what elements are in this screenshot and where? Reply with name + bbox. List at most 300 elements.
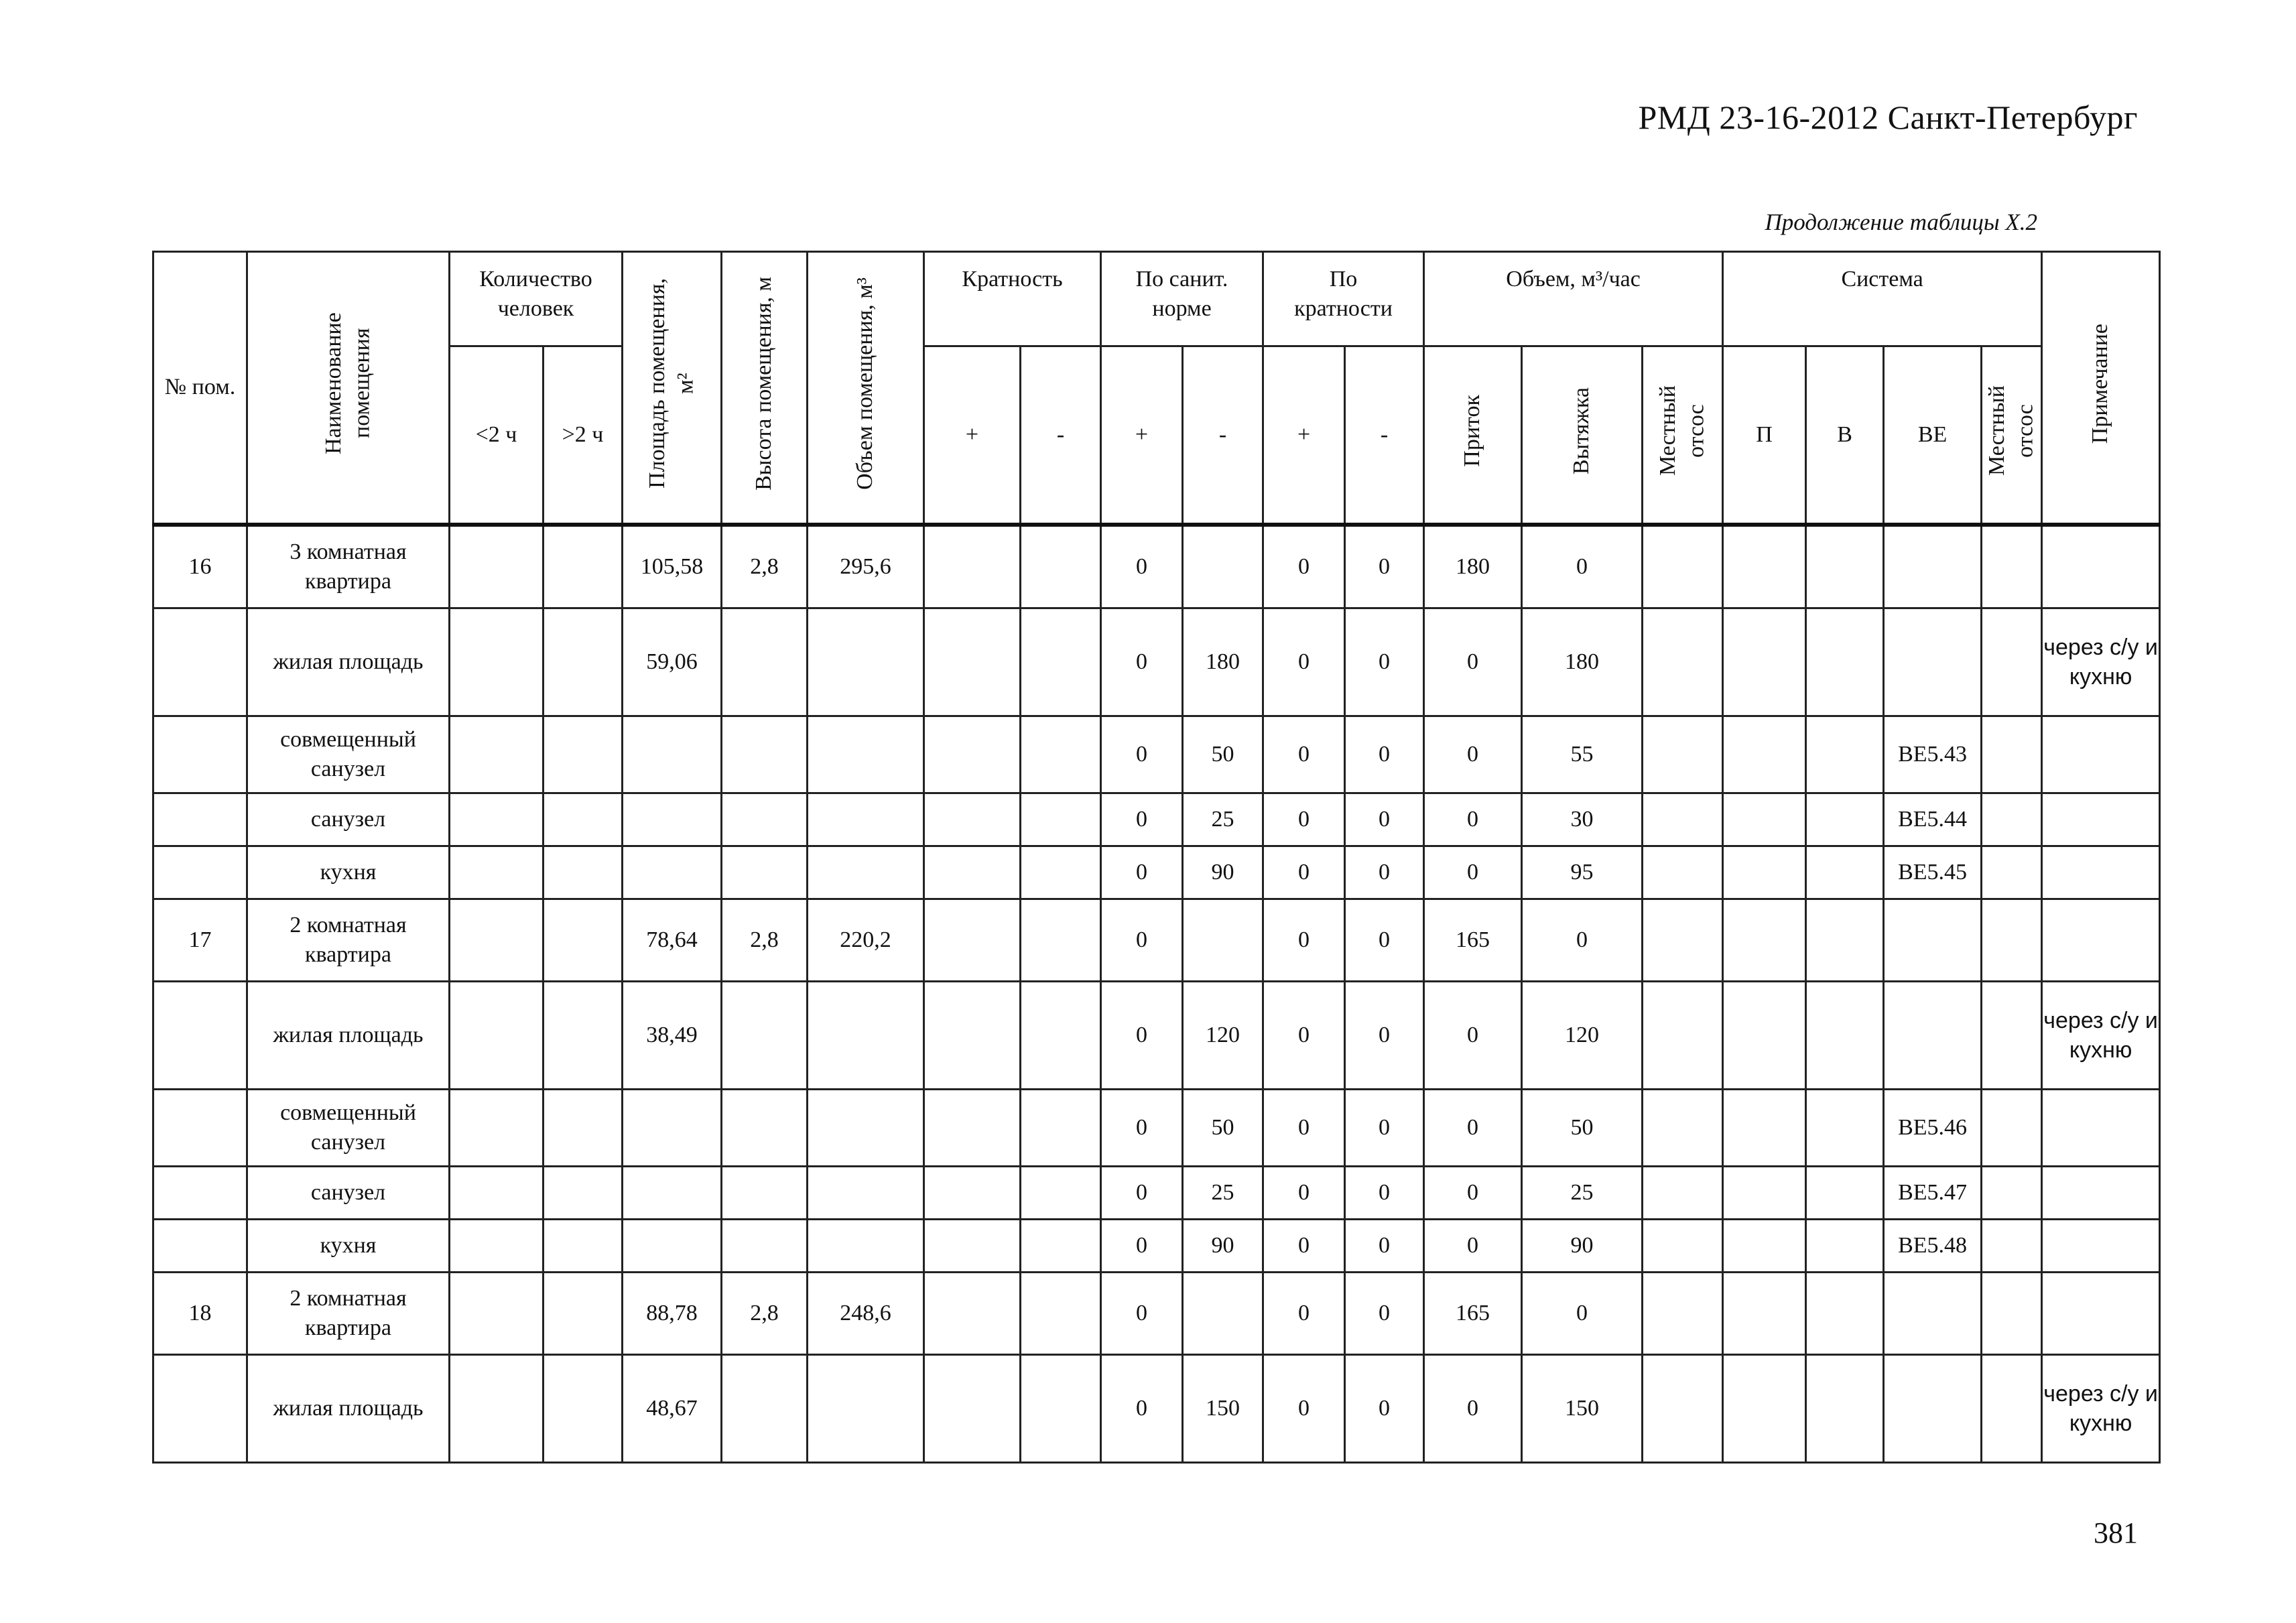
area-value: 59,06: [623, 608, 722, 716]
note-value: [2042, 716, 2160, 793]
mestny2-value: [1982, 1167, 2042, 1220]
people-gt: [544, 1167, 623, 1220]
kratnost-minus: [1021, 899, 1101, 982]
mestny2-value: [1982, 846, 2042, 899]
pokr-plus: 0: [1263, 1090, 1345, 1167]
people-lt: [450, 899, 544, 982]
people-gt: [544, 1220, 623, 1273]
room-name: жилая площадь: [247, 608, 450, 716]
col-header-people-gt: >2 ч: [544, 346, 623, 525]
v-value: [1806, 716, 1884, 793]
note-value: [2042, 846, 2160, 899]
kratnost-plus: [924, 846, 1021, 899]
mestny-value: [1643, 982, 1723, 1090]
col-header-sanit-plus: +: [1101, 346, 1183, 525]
v-value: [1806, 1355, 1884, 1463]
sanit-plus: 0: [1101, 1355, 1183, 1463]
row-number: 18: [153, 1273, 247, 1355]
mestny2-value: [1982, 899, 2042, 982]
sanit-minus: 90: [1183, 1220, 1263, 1273]
ve-value: [1884, 525, 1982, 608]
mestny2-value: [1982, 525, 2042, 608]
kratnost-plus: [924, 793, 1021, 846]
col-header-vytyazhka: [1522, 346, 1643, 525]
volume-value: [808, 846, 924, 899]
vytyazhka-value: 90: [1522, 1220, 1643, 1273]
col-header-kratnost-plus: +: [924, 346, 1021, 525]
col-header-area: [623, 252, 722, 525]
sanit-minus: [1183, 525, 1263, 608]
kratnost-minus: [1021, 1220, 1101, 1273]
mestny-value: [1643, 525, 1723, 608]
pokr-plus: 0: [1263, 846, 1345, 899]
p-value: [1723, 608, 1806, 716]
table-row: [153, 846, 2160, 899]
row-number: [153, 1167, 247, 1220]
table-caption: Продолжение таблицы Х.2: [1765, 209, 2037, 235]
table-row: [153, 899, 2160, 982]
area-value: [623, 1220, 722, 1273]
volume-value: [808, 608, 924, 716]
area-value: [623, 846, 722, 899]
area-value: [623, 1090, 722, 1167]
height-value: [722, 1090, 808, 1167]
pokr-plus: 0: [1263, 1273, 1345, 1355]
pokr-minus: 0: [1345, 1220, 1424, 1273]
sanit-plus: 0: [1101, 1220, 1183, 1273]
area-value: [623, 793, 722, 846]
people-gt: [544, 716, 623, 793]
col-header-sistema: Система: [1723, 252, 2042, 346]
room-name: 3 комнатная квартира: [247, 525, 450, 608]
height-value: 2,8: [722, 525, 808, 608]
people-lt: [450, 1220, 544, 1273]
vytyazhka-value: 30: [1522, 793, 1643, 846]
col-header-name: [247, 252, 450, 525]
pritok-value: 0: [1424, 608, 1522, 716]
mestny2-value: [1982, 716, 2042, 793]
col-header-people-lt: <2 ч: [450, 346, 544, 525]
sanit-minus: 120: [1183, 982, 1263, 1090]
kratnost-minus: [1021, 608, 1101, 716]
people-gt: [544, 1090, 623, 1167]
p-value: [1723, 899, 1806, 982]
pokr-plus: 0: [1263, 1167, 1345, 1220]
sanit-minus: 150: [1183, 1355, 1263, 1463]
height-value: [722, 608, 808, 716]
height-value: [722, 793, 808, 846]
p-value: [1723, 1273, 1806, 1355]
v-value: [1806, 1273, 1884, 1355]
mestny-value: [1643, 1273, 1723, 1355]
pokr-minus: 0: [1345, 899, 1424, 982]
ve-value: [1884, 1355, 1982, 1463]
table-row: [153, 525, 2160, 608]
pritok-value: 165: [1424, 1273, 1522, 1355]
kratnost-plus: [924, 1355, 1021, 1463]
kratnost-plus: [924, 899, 1021, 982]
note-value: [2042, 1220, 2160, 1273]
note-value: [2042, 1273, 2160, 1355]
pritok-value: 165: [1424, 899, 1522, 982]
mestny2-value: [1982, 1090, 2042, 1167]
room-name: совмещенный санузел: [247, 1090, 450, 1167]
people-lt: [450, 793, 544, 846]
col-header-num: [153, 252, 247, 525]
area-value: 48,67: [623, 1355, 722, 1463]
col-header-mestny: [1643, 346, 1723, 525]
area-value: [623, 716, 722, 793]
pokr-plus: 0: [1263, 793, 1345, 846]
mestny-value: [1643, 846, 1723, 899]
kratnost-plus: [924, 982, 1021, 1090]
col-height-label: Высота помещения, м: [751, 276, 777, 491]
document-header: РМД 23-16-2012 Санкт-Петербург: [1638, 99, 2138, 136]
table-row: [153, 608, 2160, 716]
room-name: 2 комнатная квартира: [247, 1273, 450, 1355]
row-number: [153, 1220, 247, 1273]
mestny-value: [1643, 1090, 1723, 1167]
v-value: [1806, 793, 1884, 846]
sanit-plus: 0: [1101, 982, 1183, 1090]
volume-value: 220,2: [808, 899, 924, 982]
people-gt: [544, 793, 623, 846]
pokr-minus: 0: [1345, 982, 1424, 1090]
mestny-value: [1643, 1355, 1723, 1463]
volume-value: [808, 1090, 924, 1167]
pritok-value: 0: [1424, 846, 1522, 899]
room-name: кухня: [247, 846, 450, 899]
p-value: [1723, 525, 1806, 608]
kratnost-plus: [924, 1090, 1021, 1167]
col-num-label: № пом.: [164, 375, 236, 400]
col-mestny2-label: Местный отсос: [1984, 385, 2038, 476]
volume-value: 248,6: [808, 1273, 924, 1355]
ve-value: ВЕ5.46: [1884, 1090, 1982, 1167]
sanit-minus: 180: [1183, 608, 1263, 716]
p-value: [1723, 1167, 1806, 1220]
pokr-minus: 0: [1345, 793, 1424, 846]
table-row: [153, 982, 2160, 1090]
kratnost-plus: [924, 1220, 1021, 1273]
vytyazhka-value: 0: [1522, 1273, 1643, 1355]
note-value: [2042, 899, 2160, 982]
height-value: 2,8: [722, 899, 808, 982]
row-number: [153, 846, 247, 899]
room-name: 2 комнатная квартира: [247, 899, 450, 982]
mestny2-value: [1982, 1355, 2042, 1463]
volume-value: [808, 982, 924, 1090]
mestny-value: [1643, 716, 1723, 793]
page-number: 381: [2094, 1516, 2138, 1549]
kratnost-minus: [1021, 1090, 1101, 1167]
v-value: [1806, 1167, 1884, 1220]
kratnost-minus: [1021, 846, 1101, 899]
ve-value: [1884, 982, 1982, 1090]
sanit-plus: 0: [1101, 1090, 1183, 1167]
pokr-plus: 0: [1263, 525, 1345, 608]
pritok-value: 0: [1424, 1355, 1522, 1463]
ve-value: ВЕ5.48: [1884, 1220, 1982, 1273]
people-lt: [450, 982, 544, 1090]
kratnost-minus: [1021, 1355, 1101, 1463]
height-value: [722, 716, 808, 793]
col-area-label: Площадь помещения, м²: [645, 278, 698, 489]
people-lt: [450, 716, 544, 793]
kratnost-plus: [924, 1273, 1021, 1355]
kratnost-minus: [1021, 982, 1101, 1090]
volume-value: [808, 716, 924, 793]
vytyazhka-value: 120: [1522, 982, 1643, 1090]
people-lt: [450, 1273, 544, 1355]
table-row: [153, 793, 2160, 846]
volume-value: [808, 1167, 924, 1220]
vytyazhka-value: 150: [1522, 1355, 1643, 1463]
table-row: [153, 1273, 2160, 1355]
pokr-plus: 0: [1263, 1220, 1345, 1273]
mestny2-value: [1982, 982, 2042, 1090]
people-gt: [544, 1355, 623, 1463]
room-name: санузел: [247, 1167, 450, 1220]
pokr-plus: 0: [1263, 716, 1345, 793]
people-gt: [544, 982, 623, 1090]
col-header-flow: Объем, м³/час: [1424, 252, 1723, 346]
row-number: [153, 1355, 247, 1463]
p-value: [1723, 793, 1806, 846]
mestny-value: [1643, 793, 1723, 846]
p-value: [1723, 846, 1806, 899]
sanit-plus: 0: [1101, 716, 1183, 793]
pokr-minus: 0: [1345, 525, 1424, 608]
row-number: 16: [153, 525, 247, 608]
table-row: [153, 716, 2160, 793]
area-value: 38,49: [623, 982, 722, 1090]
height-value: [722, 982, 808, 1090]
col-header-kratnost: Кратность: [924, 252, 1101, 346]
pokr-minus: 0: [1345, 608, 1424, 716]
sanit-minus: [1183, 899, 1263, 982]
v-value: [1806, 982, 1884, 1090]
v-value: [1806, 846, 1884, 899]
kratnost-minus: [1021, 525, 1101, 608]
vytyazhka-value: 50: [1522, 1090, 1643, 1167]
col-header-people: Количество человек: [450, 252, 623, 346]
mestny2-value: [1982, 1273, 2042, 1355]
col-pritok-label: Приток: [1460, 395, 1485, 467]
vytyazhka-value: 0: [1522, 525, 1643, 608]
room-name: жилая площадь: [247, 1355, 450, 1463]
sanit-minus: 90: [1183, 846, 1263, 899]
p-value: [1723, 982, 1806, 1090]
table-row: [153, 1220, 2160, 1273]
row-number: [153, 1090, 247, 1167]
ve-value: ВЕ5.43: [1884, 716, 1982, 793]
table-row: [153, 1355, 2160, 1463]
people-lt: [450, 608, 544, 716]
row-number: [153, 608, 247, 716]
v-value: [1806, 1220, 1884, 1273]
people-lt: [450, 1090, 544, 1167]
sanit-plus: 0: [1101, 899, 1183, 982]
pokr-minus: 0: [1345, 1273, 1424, 1355]
row-number: 17: [153, 899, 247, 982]
ve-value: [1884, 1273, 1982, 1355]
pokr-plus: 0: [1263, 608, 1345, 716]
note-value: [2042, 1167, 2160, 1220]
volume-value: [808, 1355, 924, 1463]
kratnost-plus: [924, 1167, 1021, 1220]
kratnost-minus: [1021, 716, 1101, 793]
pokr-minus: 0: [1345, 1355, 1424, 1463]
col-header-po-kratnosti: По кратности: [1263, 252, 1424, 346]
col-header-ve: ВЕ: [1884, 346, 1982, 525]
vytyazhka-value: 25: [1522, 1167, 1643, 1220]
col-header-mestny2: [1982, 346, 2042, 525]
col-volume-label: Объем помещения, м³: [852, 277, 878, 490]
col-vytyazhka-label: Вытяжка: [1569, 387, 1594, 474]
col-header-sanit-minus: -: [1183, 346, 1263, 525]
ve-value: ВЕ5.47: [1884, 1167, 1982, 1220]
kratnost-minus: [1021, 793, 1101, 846]
kratnost-plus: [924, 716, 1021, 793]
sanit-minus: [1183, 1273, 1263, 1355]
note-value: через с/у и кухню: [2042, 982, 2160, 1090]
kratnost-plus: [924, 608, 1021, 716]
sanit-plus: 0: [1101, 1167, 1183, 1220]
col-header-pokr-minus: -: [1345, 346, 1424, 525]
volume-value: [808, 1220, 924, 1273]
volume-value: 295,6: [808, 525, 924, 608]
mestny-value: [1643, 1220, 1723, 1273]
height-value: 2,8: [722, 1273, 808, 1355]
table-body: [153, 525, 2160, 1463]
sanit-minus: 25: [1183, 1167, 1263, 1220]
v-value: [1806, 525, 1884, 608]
col-header-kratnost-minus: -: [1021, 346, 1101, 525]
note-value: через с/у и кухню: [2042, 1355, 2160, 1463]
people-gt: [544, 525, 623, 608]
col-header-pritok: [1424, 346, 1522, 525]
vytyazhka-value: 180: [1522, 608, 1643, 716]
area-value: 105,58: [623, 525, 722, 608]
vytyazhka-value: 55: [1522, 716, 1643, 793]
room-name: санузел: [247, 793, 450, 846]
col-header-note: [2042, 252, 2160, 525]
pokr-minus: 0: [1345, 716, 1424, 793]
people-lt: [450, 1167, 544, 1220]
pokr-plus: 0: [1263, 899, 1345, 982]
vytyazhka-value: 95: [1522, 846, 1643, 899]
note-value: через с/у и кухню: [2042, 608, 2160, 716]
ve-value: [1884, 608, 1982, 716]
row-number: [153, 793, 247, 846]
people-gt: [544, 899, 623, 982]
pritok-value: 0: [1424, 793, 1522, 846]
height-value: [722, 1167, 808, 1220]
col-header-p: П: [1723, 346, 1806, 525]
pokr-minus: 0: [1345, 1090, 1424, 1167]
col-name-label: Наименование помещения: [321, 312, 375, 455]
ve-value: ВЕ5.45: [1884, 846, 1982, 899]
pritok-value: 0: [1424, 1220, 1522, 1273]
people-gt: [544, 608, 623, 716]
v-value: [1806, 608, 1884, 716]
col-header-v: В: [1806, 346, 1884, 525]
room-name: совмещенный санузел: [247, 716, 450, 793]
area-value: 78,64: [623, 899, 722, 982]
height-value: [722, 1355, 808, 1463]
col-header-height: [722, 252, 808, 525]
people-lt: [450, 846, 544, 899]
kratnost-plus: [924, 525, 1021, 608]
col-header-pokr-plus: +: [1263, 346, 1345, 525]
pritok-value: 0: [1424, 1090, 1522, 1167]
row-number: [153, 982, 247, 1090]
room-name: кухня: [247, 1220, 450, 1273]
note-value: [2042, 525, 2160, 608]
pokr-minus: 0: [1345, 1167, 1424, 1220]
p-value: [1723, 1355, 1806, 1463]
pritok-value: 0: [1424, 1167, 1522, 1220]
vytyazhka-value: 0: [1522, 899, 1643, 982]
pritok-value: 0: [1424, 716, 1522, 793]
sanit-plus: 0: [1101, 608, 1183, 716]
sanit-minus: 50: [1183, 1090, 1263, 1167]
v-value: [1806, 899, 1884, 982]
mestny-value: [1643, 899, 1723, 982]
pokr-plus: 0: [1263, 1355, 1345, 1463]
sanit-minus: 25: [1183, 793, 1263, 846]
col-mestny-label: Местный отсос: [1655, 385, 1709, 476]
mestny2-value: [1982, 608, 2042, 716]
room-name: жилая площадь: [247, 982, 450, 1090]
note-value: [2042, 793, 2160, 846]
ve-value: [1884, 899, 1982, 982]
mestny-value: [1643, 1167, 1723, 1220]
mestny2-value: [1982, 793, 2042, 846]
kratnost-minus: [1021, 1167, 1101, 1220]
volume-value: [808, 793, 924, 846]
sanit-plus: 0: [1101, 1273, 1183, 1355]
p-value: [1723, 716, 1806, 793]
people-gt: [544, 1273, 623, 1355]
area-value: 88,78: [623, 1273, 722, 1355]
people-lt: [450, 1355, 544, 1463]
mestny-value: [1643, 608, 1723, 716]
sanit-plus: 0: [1101, 846, 1183, 899]
mestny2-value: [1982, 1220, 2042, 1273]
pokr-plus: 0: [1263, 982, 1345, 1090]
ventilation-table: [152, 251, 2161, 1464]
table-row: [153, 1090, 2160, 1167]
row-number: [153, 716, 247, 793]
sanit-plus: 0: [1101, 793, 1183, 846]
table-row: [153, 1167, 2160, 1220]
p-value: [1723, 1220, 1806, 1273]
area-value: [623, 1167, 722, 1220]
col-header-volume: [808, 252, 924, 525]
sanit-minus: 50: [1183, 716, 1263, 793]
note-value: [2042, 1090, 2160, 1167]
pokr-minus: 0: [1345, 846, 1424, 899]
p-value: [1723, 1090, 1806, 1167]
height-value: [722, 846, 808, 899]
v-value: [1806, 1090, 1884, 1167]
height-value: [722, 1220, 808, 1273]
pritok-value: 0: [1424, 982, 1522, 1090]
col-note-label: Примечание: [2088, 323, 2113, 444]
people-gt: [544, 846, 623, 899]
